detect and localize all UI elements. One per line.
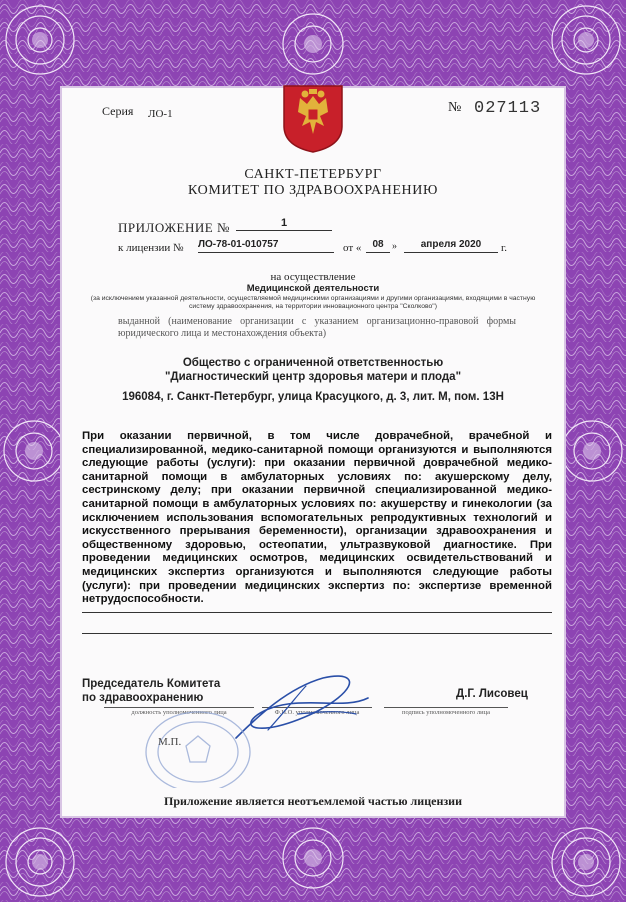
activity-prefix: на осуществление [270,271,356,283]
official-stamp-icon [136,700,256,788]
organization-name-line1: Общество с ограниченной ответственностью [182,357,444,369]
license-year-suffix: г. [501,242,508,254]
license-quote-close: » [392,241,397,252]
name-underline [384,707,508,708]
series-label: Серия [102,104,134,118]
services-paragraph: При оказании первичной, в том числе доврачебной, врачебной и специализированной, медико-санитарной помощи организуются и выполняются следующие работы (услуги): при оказании первичной доврачебной медико-санитарной помощи в амбулаторных условиях по: акушерскому делу, сестринскому делу; при оказании первичной специализированной медико-санитарной помощи в амбулаторных условиях по: акушерству и гинекологии (за исключением использования вспомогательных репродуктивных технологий и искусственного прерывания беременности), организации здравоохранения и общественному здоровью, остеопатии, ультразвуковой диагностике. При проведении медицинских осмотров, медицинских освидетельствований и медицинских экспертиз организуются и выполняются следующие работы (услуги): при проведении медицинских экспертиз по: экспертизе временной нетрудоспособности. [82,430,552,606]
number-label: № [448,100,462,115]
organization-address: 196084, г. Санкт-Петербург, улица Красуцкого, д. 3, лит. М, пом. 13Н [122,391,504,403]
stamp-place-label: М.П. [158,736,182,748]
footer-note: Приложение является неотъемлемой частью лицензии [163,794,463,808]
issued-to-caption: выданной (наименование организации с указанием организационно-правовой формы юридического лица и местонахождения объекта) [118,316,516,339]
license-number: ЛО-78-01-010757 [198,238,334,253]
coat-of-arms-icon [280,82,346,154]
position-caption: должность уполномоченного лица [131,709,227,716]
license-month-year: апреля 2020 [404,238,498,253]
license-date-from: от « [343,242,362,254]
attachment-number: 1 [236,216,332,231]
blank-line [82,612,552,613]
activity-name: Медицинской деятельности [246,283,380,294]
number-value: 027113 [474,99,542,118]
authority-committee: КОМИТЕТ ПО ЗДРАВООХРАНЕНИЮ [188,183,438,198]
series-value: ЛО-1 [148,108,173,120]
signature-caption: Ф.И.О. уполномоченного лица [274,709,360,716]
signer-name: Д.Г. Лисовец [456,688,528,700]
attachment-label: ПРИЛОЖЕНИЕ № [118,220,230,235]
organization-name-line2: "Диагностический центр здоровья матери и плода" [164,371,462,383]
license-day: 08 [366,238,390,253]
blank-line [82,633,552,634]
name-caption: подпись уполномоченного лица [401,709,491,716]
activity-exception-note: (за исключением указанной деятельности, осуществляемой медицинскими организациями и другими организациями, входящими в частную систему здравоохранения, на территории инновационного центра "Сколково") [90,295,536,311]
license-label: к лицензии № [118,242,184,254]
authority-city: САНКТ-ПЕТЕРБУРГ [244,167,382,182]
signer-position-line2: по здравоохранению [82,692,204,704]
signer-position-line1: Председатель Комитета [82,678,221,690]
